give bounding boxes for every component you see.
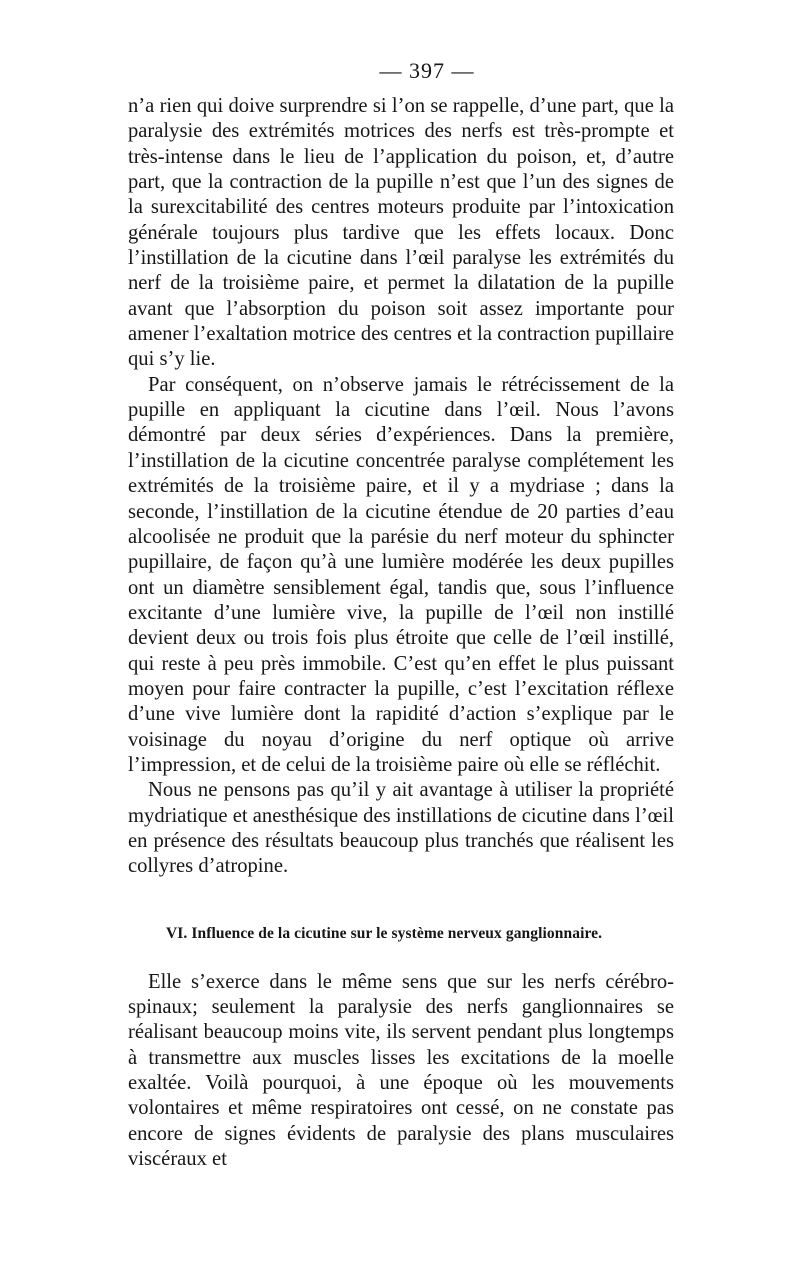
section-spacer: [128, 944, 674, 970]
paragraph-consequence: Par conséquent, on n’observe jamais le rétrécissement de la pupille en appliquant la cicutine dans l’œil. Nous l’avons démontré par deux séries d’expériences. Dans la première, l’instillation de la cicutine concentrée paralyse complétement les extrémités de la troisième paire, et il y a mydriase ; dans la seconde, l’instillation de la cicutine étendue de 20 parties d’eau alcoolisée ne produit que la parésie du nerf moteur du sphincter pupillaire, de façon qu’à une lumière modérée les deux pupilles ont un diamètre sensiblement égal, tandis que, sous l’influence excitante d’une lumière vive, la pupille de l’œil non instillé devient deux ou trois fois plus étroite que celle de l’œil instillé, qui reste à peu près immobile. C’est qu’en effet le plus puissant moyen pour faire contracter la pupille, c’est l’excitation réflexe d’une vive lumière dont la rapidité d’action s’explique par le voisinage du noyau d’origine du nerf optique où arrive l’impression, et de celui de la troisième paire où elle se réfléchit.: [128, 373, 674, 776]
paragraph-atropine: Nous ne pensons pas qu’il y ait avantage à utiliser la propriété mydriatique et anesthésique des instillations de cicutine dans l’œil en présence des résultats beaucoup plus tranchés que réalisent les collyres d’atropine.: [128, 779, 674, 878]
section-heading: VI. Influence de la cicutine sur le système nerveux ganglionnaire.: [166, 924, 603, 942]
book-page: [128, 56, 674, 1172]
paragraph-continuation: n’a rien qui doive surprendre si l’on se rappelle, d’une part, que la paralysie des extrémités motrices des nerfs est très-prompte et très-intense dans le lieu de l’application du poison, et, d’autre part, que la contraction de la pupille n’est que l’un des signes de la surexcitabilité des centres moteurs produite par l’intoxication générale toujours plus tardive que les effets locaux. Donc l’instillation de la cicutine dans l’œil paralyse les extrémités du nerf de la troisième paire, et permet la dilatation de la pupille avant que l’absorption du poison soit assez importante pour amener l’exaltation motrice des centres et la contraction pupillaire qui s’y lie.: [128, 95, 674, 371]
page-number: — 397 —: [379, 58, 475, 83]
paragraph-ganglionic: Elle s’exerce dans le même sens que sur les nerfs cérébro-spinaux; seulement la paralysie des nerfs ganglionnaires se réalisant beaucoup moins vite, ils servent pendant plus longtemps à transmettre aux muscles lisses les excitations de la moelle exaltée. Voilà pourquoi, à une époque où les mouvements volontaires et même respiratoires ont cessé, on ne constate pas encore de signes évidents de paralysie des plans musculaires viscéraux et: [128, 970, 674, 1171]
